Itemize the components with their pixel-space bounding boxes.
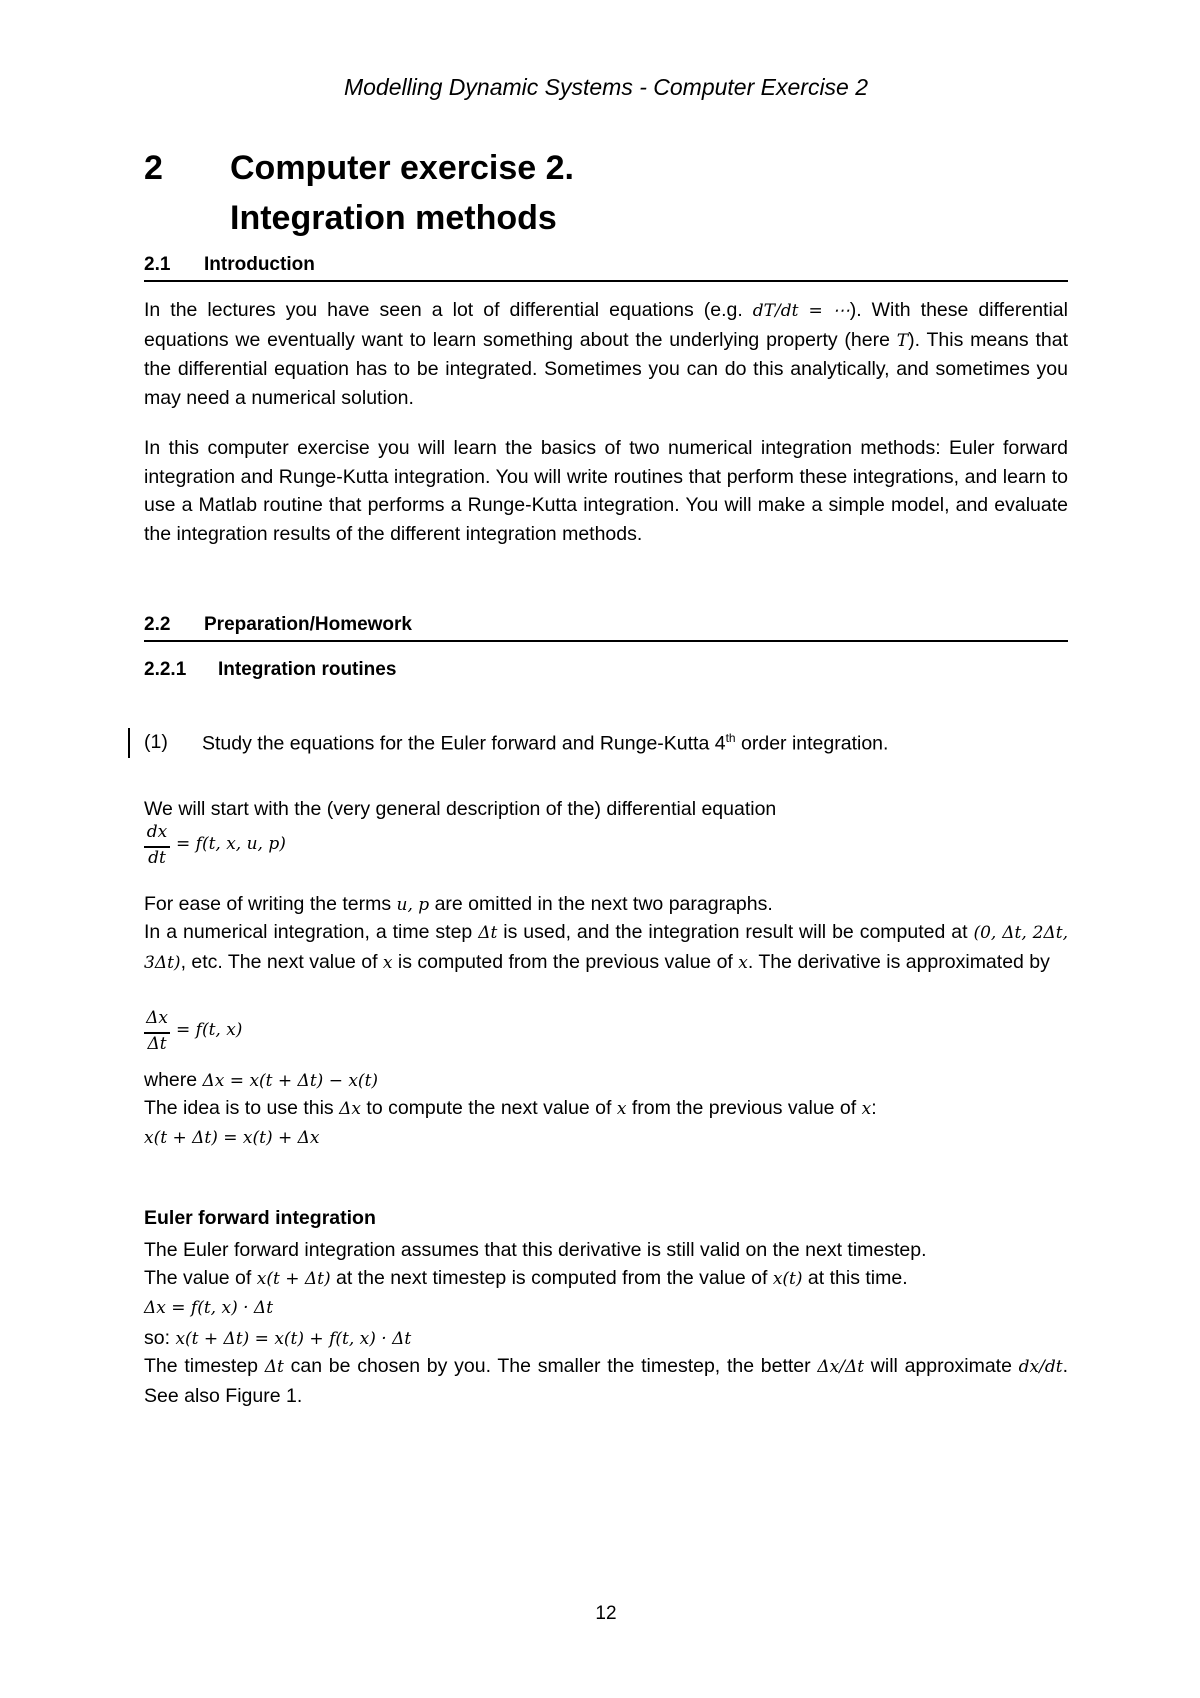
body-paragraph-numerical [144, 918, 1068, 977]
math-inline: Δx/Δt [817, 1357, 865, 1377]
math-inline: T [896, 330, 909, 351]
section-title: Preparation/Homework [204, 614, 412, 635]
text-run: In a numerical integration, a time step [144, 921, 479, 943]
document-page [144, 0, 1068, 1698]
subsection-title: Integration routines [218, 659, 397, 680]
euler-line-2 [144, 1264, 908, 1293]
text-run: The value of [144, 1267, 257, 1289]
subsection-heading-integration-routines [144, 659, 396, 681]
text-run: . See also Figure 1. [144, 1355, 1068, 1407]
fraction-denominator: Δt [147, 1034, 167, 1054]
text-run: . The derivative is approximated by [747, 950, 1050, 973]
text-run: order integration. [735, 732, 889, 755]
intro-paragraph-2: In this computer exercise you will learn the basics of two numerical integration methods: Euler forward integration and Runge-Kutta integration. You will write routines that perform these integrations, and learn to use a Matlab routine that performs a Runge-Kutta integration. You will make a simple model, and evaluate the integration results of the different integration methods. [144, 437, 1068, 545]
euler-line-1: The Euler forward integration assumes that this derivative is still valid on the next timestep. [144, 1239, 927, 1261]
text-run: : [871, 1097, 877, 1119]
math-inline: x(t + Δt) = x(t) + f(t, x) · Δt [175, 1329, 412, 1349]
math-inline: Δt [478, 923, 498, 943]
section-heading-introduction [144, 254, 1068, 282]
math-inline: x(t + Δt) [256, 1269, 331, 1289]
equation-update: x(t + Δt) = x(t) + Δx [144, 1128, 320, 1148]
body-line-start: We will start with the (very general description of the) differential equation [144, 798, 777, 820]
chapter-title-line1: Computer exercise 2. [230, 149, 574, 187]
euler-line-so [144, 1324, 411, 1353]
chapter-number: 2 [144, 149, 163, 187]
text-run: In the lectures you have seen a lot of differential equations (e.g. [144, 299, 753, 321]
text-run: , etc. The next value of [180, 950, 383, 973]
section-title: Introduction [204, 254, 315, 275]
text-run: is computed from the previous value of [392, 950, 739, 973]
section-number: 2.1 [144, 254, 171, 275]
section-heading-preparation [144, 614, 1068, 642]
text-run: at the next timestep is computed from the value of [330, 1267, 773, 1289]
body-line-ease [144, 890, 773, 919]
subsection-number: 2.2.1 [144, 659, 187, 680]
text-run: can be chosen by you. The smaller the timestep, the better [283, 1355, 818, 1377]
chapter-title-line2: Integration methods [230, 199, 557, 237]
math-inline: x(t) [772, 1269, 803, 1289]
math-inline: x [861, 1099, 872, 1119]
text-run: The idea is to use this [144, 1097, 340, 1119]
math-inline: dx/dt [1018, 1357, 1063, 1377]
text-run: Study the equations for the Euler forward and Runge-Kutta 4 [202, 732, 726, 755]
math-inline: Δx [339, 1099, 361, 1119]
text-run: is used, and the integration result will be computed at [497, 921, 974, 943]
text-run: The timestep [144, 1355, 265, 1377]
change-bar [128, 728, 130, 758]
text-run: from the previous value of [626, 1097, 862, 1119]
fraction-numerator: Δx [146, 1008, 168, 1028]
math-inline: x [738, 952, 748, 973]
text-run: are omitted in the next two paragraphs. [429, 893, 773, 915]
math-inline: u, p [396, 895, 430, 915]
fraction-numerator: dx [146, 822, 168, 842]
text-run: will approximate [864, 1355, 1019, 1377]
intro-paragraph-1 [144, 296, 1068, 412]
running-header: Modelling Dynamic Systems - Computer Exercise 2 [343, 74, 869, 100]
text-run: so: [144, 1327, 176, 1349]
math-inline: dT/dt = ⋯ [752, 301, 850, 321]
math-inline: (0, Δt, 2Δt, 3Δt) [144, 923, 1069, 973]
item-number: (1) [144, 731, 168, 753]
fraction-denominator: dt [148, 848, 166, 868]
equation-rhs: = f(t, x) [176, 1020, 243, 1040]
body-line-idea [144, 1094, 877, 1123]
math-inline: Δx = x(t + Δt) − x(t) [202, 1071, 379, 1091]
body-line-where [144, 1066, 378, 1095]
text-run: ). This means that the differential equation has to be integrated. Sometimes you can do this analytically, and sometimes you may need a numerical solution. [144, 328, 1068, 409]
text-run: at this time. [802, 1267, 908, 1289]
page-number: 12 [595, 1603, 617, 1624]
text-run: where [144, 1069, 203, 1091]
text-run: For ease of writing the terms [144, 893, 397, 915]
heading-euler-forward: Euler forward integration [144, 1207, 376, 1229]
section-number: 2.2 [144, 614, 171, 635]
equation-rhs: = f(t, x, u, p) [176, 834, 286, 854]
superscript: th [725, 731, 736, 745]
math-inline: Δt [264, 1357, 284, 1377]
math-inline: x [382, 952, 393, 973]
text-run: ). With these differential equations we eventually want to learn something about the underlying property (here [144, 299, 1068, 351]
text-run: to compute the next value of [360, 1097, 617, 1119]
equation-euler-step: Δx = f(t, x) · Δt [144, 1298, 274, 1318]
math-inline: x [616, 1099, 627, 1119]
euler-paragraph-timestep [144, 1352, 1068, 1410]
item-text [202, 731, 888, 756]
